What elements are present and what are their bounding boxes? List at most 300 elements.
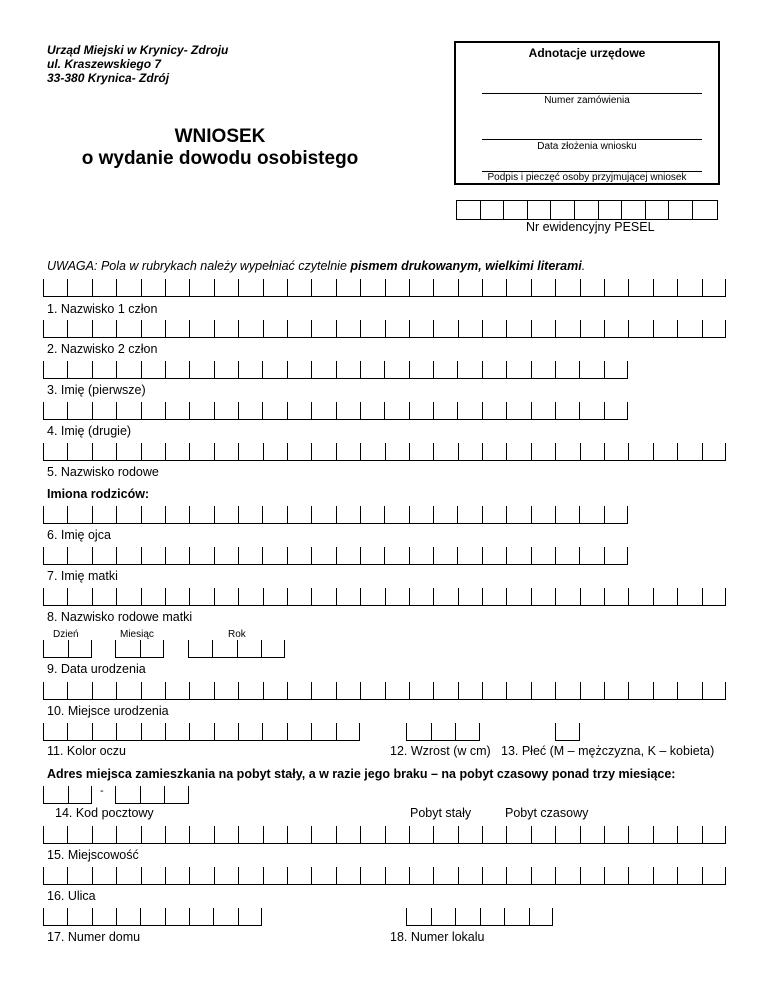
cell-divider [238,588,239,605]
cell-divider [431,908,432,925]
cell-divider [287,279,288,296]
cell-divider [702,443,703,460]
cell-divider [628,867,629,884]
cell-divider [406,723,407,740]
cell-divider [116,588,117,605]
cell-divider [479,723,480,740]
apartment-number-cells[interactable] [406,908,553,926]
cell-divider [604,402,605,419]
cell-divider [237,640,238,657]
cell-divider [360,402,361,419]
cell-divider [482,279,483,296]
cell-divider [43,723,44,740]
cell-divider [604,443,605,460]
mother-family-name-label: 8. Nazwisko rodowe matki [47,610,193,624]
cell-divider [165,826,166,843]
cell-divider [165,361,166,378]
city-cells[interactable] [43,826,726,844]
cell-divider [702,867,703,884]
cell-divider [458,826,459,843]
cell-divider [92,402,93,419]
note-prefix: UWAGA: Pola w rubrykach należy wypełniać czytelnie [47,259,351,273]
office-city: 33-380 Krynica- Zdrój [47,71,170,85]
cell-divider [409,547,410,564]
cell-divider [287,506,288,523]
cell-divider [92,908,93,925]
cell-divider [628,682,629,699]
cell-divider [433,402,434,419]
cell-divider [360,826,361,843]
cell-divider [287,867,288,884]
cell-divider [214,320,215,337]
cell-divider [433,867,434,884]
cell-divider [261,908,262,925]
cell-divider [311,443,312,460]
cell-divider [116,826,117,843]
cell-divider [677,320,678,337]
cell-divider [531,320,532,337]
cell-divider [67,682,68,699]
cell-divider [677,588,678,605]
cell-divider [580,320,581,337]
cell-divider [409,443,410,460]
cell-divider [189,361,190,378]
cell-divider [409,826,410,843]
cell-divider [531,547,532,564]
cell-divider [43,640,44,657]
cell-divider [188,640,189,657]
cell-divider [506,443,507,460]
note-suffix: . [581,259,586,273]
street-label: 16. Ulica [47,889,96,903]
postal-code-label: 14. Kod pocztowy [55,806,154,820]
cell-divider [67,320,68,337]
cell-divider [653,279,654,296]
sex-label: 13. Płeć (M – mężczyzna, K – kobieta) [501,744,715,758]
annotations-header: Adnotacje urzędowe [528,46,646,60]
birth-year-cells[interactable] [188,640,285,658]
cell-divider [531,361,532,378]
cell-divider [214,443,215,460]
cell-divider [67,279,68,296]
cell-divider [116,402,117,419]
cell-divider [189,443,190,460]
cell-divider [336,361,337,378]
sex-cell[interactable] [555,723,580,741]
cell-divider [263,279,264,296]
cell-divider [287,443,288,460]
cell-divider [627,402,628,419]
cell-divider [92,506,93,523]
cell-divider [116,320,117,337]
cell-divider [311,279,312,296]
cell-divider [336,723,337,740]
cell-divider [116,723,117,740]
cell-divider [141,723,142,740]
cell-divider [92,588,93,605]
cell-divider [262,723,263,740]
cell-divider [165,506,166,523]
cell-divider [189,320,190,337]
cell-divider [385,320,386,337]
eye-color-cells[interactable] [43,723,360,741]
cell-divider [579,402,580,419]
cell-divider [43,402,44,419]
cell-divider [165,588,166,605]
cell-divider [725,588,726,605]
cell-divider [263,443,264,460]
cell-divider [115,640,116,657]
cell-divider [92,682,93,699]
cell-divider [238,279,239,296]
cell-divider [653,826,654,843]
cell-divider [580,279,581,296]
cell-divider [116,867,117,884]
cell-divider [580,867,581,884]
cell-divider [141,361,142,378]
cell-divider [359,723,360,740]
cell-divider [67,867,68,884]
cell-divider [627,506,628,523]
cell-divider [189,588,190,605]
cell-divider [116,443,117,460]
cell-divider [141,320,142,337]
cell-divider [457,547,458,564]
cell-divider [555,443,556,460]
note-bold: pismem drukowanym, wielkimi literami [350,259,582,273]
month-label: Miesiąc [120,629,154,640]
cell-divider [140,786,141,803]
cell-divider [555,506,556,523]
cell-divider [653,867,654,884]
cell-divider [506,506,507,523]
cell-divider [677,867,678,884]
cell-divider [409,506,410,523]
cell-divider [506,402,507,419]
cell-divider [580,443,581,460]
cell-divider [165,279,166,296]
cell-divider [43,320,44,337]
cell-divider [579,723,580,740]
cell-divider [43,279,44,296]
submission-date-label: Data złożenia wniosku [537,141,637,152]
cell-divider [482,588,483,605]
cell-divider [433,547,434,564]
cell-divider [555,361,556,378]
cell-divider [336,547,337,564]
cell-divider [165,682,166,699]
cell-divider [311,506,312,523]
cell-divider [43,908,44,925]
permanent-stay-option[interactable]: Pobyt stały [410,806,472,820]
postal-code-part2-cells[interactable] [115,786,189,804]
cell-divider [43,547,44,564]
cell-divider [458,320,459,337]
cell-divider [555,867,556,884]
cell-divider [141,402,142,419]
cell-divider [433,506,434,523]
cell-divider [311,826,312,843]
cell-divider [555,547,556,564]
office-street: ul. Kraszewskiego 7 [47,57,162,71]
cell-divider [238,867,239,884]
cell-divider [116,506,117,523]
cell-divider [92,867,93,884]
house-number-cells[interactable] [43,908,262,926]
surname-2-cells[interactable] [43,320,726,338]
parents-header: Imiona rodziców: [47,487,150,501]
cell-divider [92,826,93,843]
cell-divider [92,279,93,296]
cell-divider [336,506,337,523]
cell-divider [506,826,507,843]
cell-divider [725,320,726,337]
cell-divider [68,786,69,803]
cell-divider [141,867,142,884]
birth-place-cells[interactable] [43,682,726,700]
cell-divider [409,588,410,605]
order-number-line[interactable] [482,93,702,94]
cell-divider [480,908,481,925]
cell-divider [189,682,190,699]
cell-divider [189,908,190,925]
house-number-label: 17. Numer domu [47,930,141,944]
cell-divider [141,547,142,564]
cell-divider [579,547,580,564]
family-name-cells[interactable] [43,443,726,461]
cell-divider [214,826,215,843]
cell-divider [116,908,117,925]
cell-divider [92,443,93,460]
cell-divider [628,826,629,843]
cell-divider [604,320,605,337]
cell-divider [212,640,213,657]
cell-divider [555,320,556,337]
cell-divider [702,588,703,605]
cell-divider [67,443,68,460]
submission-date-line[interactable] [482,139,702,140]
cell-divider [116,361,117,378]
cell-divider [433,279,434,296]
cell-divider [506,320,507,337]
cell-divider [43,826,44,843]
cell-divider [116,547,117,564]
cell-divider [238,682,239,699]
cell-divider [384,506,385,523]
cell-divider [238,908,239,925]
postal-code-part1-cells[interactable] [43,786,92,804]
cell-divider [406,908,407,925]
cell-divider [482,402,483,419]
cell-divider [262,547,263,564]
cell-divider [67,361,68,378]
second-name-label: 4. Imię (drugie) [47,424,132,438]
cell-divider [287,588,288,605]
cell-divider [261,640,262,657]
cell-divider [311,723,312,740]
cell-divider [457,402,458,419]
cell-divider [702,682,703,699]
cell-divider [189,279,190,296]
cell-divider [531,826,532,843]
cell-divider [458,867,459,884]
birth-day-cells[interactable] [43,640,92,658]
cell-divider [385,279,386,296]
cell-divider [579,506,580,523]
cell-divider [141,506,142,523]
cell-divider [214,547,215,564]
cell-divider [43,682,44,699]
cell-divider [725,867,726,884]
cell-divider [336,320,337,337]
cell-divider [67,402,68,419]
cell-divider [385,588,386,605]
pesel-boxes[interactable] [456,200,718,220]
city-label: 15. Miejscowość [47,848,139,862]
form-title: WNIOSEK [174,126,266,147]
cell-divider [311,320,312,337]
cell-divider [604,506,605,523]
cell-divider [43,506,44,523]
cell-divider [311,402,312,419]
cell-divider [238,443,239,460]
cell-divider [67,588,68,605]
cell-divider [140,640,141,657]
cell-divider [385,826,386,843]
cell-divider [458,682,459,699]
cell-divider [555,588,556,605]
second-name-cells[interactable] [43,402,628,420]
cell-divider [360,867,361,884]
cell-divider [115,786,116,803]
temporary-stay-option[interactable]: Pobyt czasowy [505,806,589,820]
cell-divider [627,361,628,378]
cell-divider [287,320,288,337]
cell-divider [67,723,68,740]
cell-divider [188,786,189,803]
cell-divider [482,443,483,460]
cell-divider [555,682,556,699]
cell-divider [725,443,726,460]
cell-divider [455,723,456,740]
cell-divider [336,588,337,605]
cell-divider [360,361,361,378]
cell-divider [409,682,410,699]
cell-divider [189,547,190,564]
cell-divider [92,320,93,337]
cell-divider [604,826,605,843]
year-label: Rok [228,629,246,640]
cell-divider [409,867,410,884]
cell-divider [677,826,678,843]
cell-divider [287,682,288,699]
cell-divider [238,402,239,419]
cell-divider [458,279,459,296]
height-cells[interactable] [406,723,480,741]
cell-divider [360,443,361,460]
cell-divider [238,320,239,337]
father-name-cells[interactable] [43,506,628,524]
cell-divider [531,443,532,460]
cell-divider [164,786,165,803]
cell-divider [677,682,678,699]
cell-divider [725,682,726,699]
cell-divider [91,786,92,803]
cell-divider [409,402,410,419]
mother-name-cells[interactable] [43,547,628,565]
cell-divider [165,547,166,564]
cell-divider [141,588,142,605]
cell-divider [311,588,312,605]
cell-divider [677,443,678,460]
cell-divider [287,826,288,843]
cell-divider [141,826,142,843]
surname-1-label: 1. Nazwisko 1 człon [47,302,158,316]
cell-divider [91,640,92,657]
cell-divider [360,506,361,523]
cell-divider [385,443,386,460]
cell-divider [165,320,166,337]
cell-divider [702,826,703,843]
cell-divider [43,443,44,460]
cell-divider [506,682,507,699]
cell-divider [165,908,166,925]
cell-divider [336,402,337,419]
surname-2-label: 2. Nazwisko 2 człon [47,342,158,356]
cell-divider [409,320,410,337]
cell-divider [604,588,605,605]
surname-1-cells[interactable] [43,279,726,297]
cell-divider [311,547,312,564]
cell-divider [482,506,483,523]
cell-divider [433,361,434,378]
cell-divider [531,402,532,419]
cell-divider [531,588,532,605]
cell-divider [677,279,678,296]
cell-divider [214,588,215,605]
cell-divider [214,867,215,884]
cell-divider [725,279,726,296]
mother-family-name-cells[interactable] [43,588,726,606]
cell-divider [336,682,337,699]
cell-divider [555,723,556,740]
office-name: Urząd Miejski w Krynicy- Zdroju [47,43,229,57]
cell-divider [531,279,532,296]
cell-divider [238,361,239,378]
cell-divider [165,867,166,884]
first-name-cells[interactable] [43,361,628,379]
cell-divider [385,867,386,884]
cell-divider [336,279,337,296]
cell-divider [263,867,264,884]
eye-color-label: 11. Kolor oczu [47,744,126,758]
cell-divider [336,826,337,843]
cell-divider [360,547,361,564]
cell-divider [116,279,117,296]
cell-divider [653,588,654,605]
signature-label: Podpis i pieczęć osoby przyjmującej wniosek [487,172,687,183]
cell-divider [189,723,190,740]
cell-divider [431,723,432,740]
cell-divider [67,908,68,925]
order-number-label: Numer zamówienia [544,95,630,106]
cell-divider [67,506,68,523]
cell-divider [360,682,361,699]
birth-month-cells[interactable] [115,640,164,658]
cell-divider [555,826,556,843]
street-cells[interactable] [43,867,726,885]
cell-divider [311,867,312,884]
